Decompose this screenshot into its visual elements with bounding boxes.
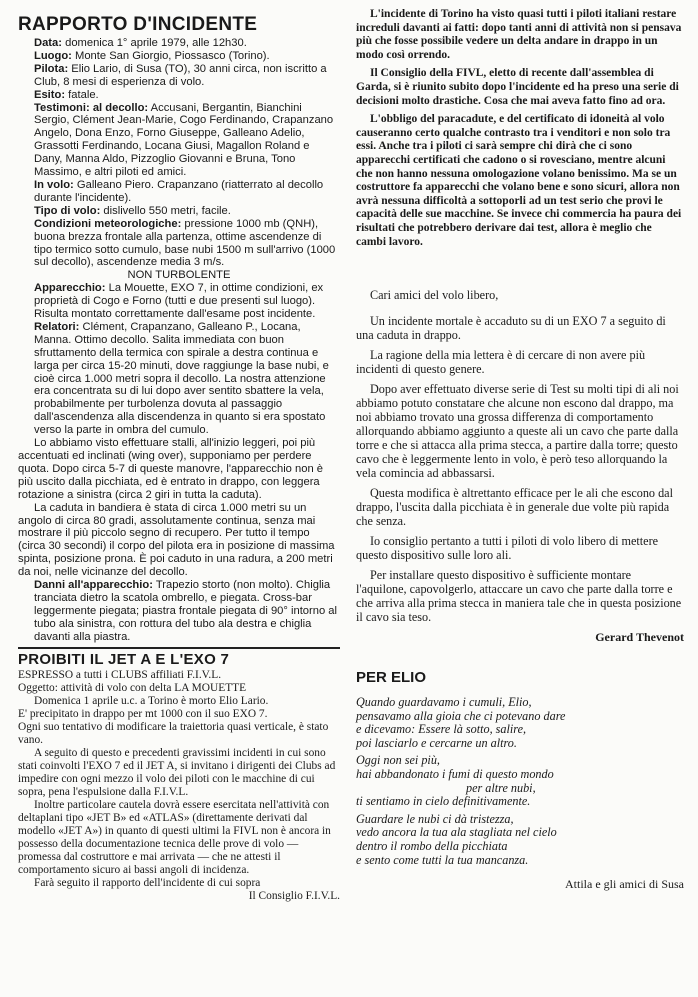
poem-line: dentro il rombo della picchiata (356, 839, 508, 854)
poem-line: Oggi non sei più, (356, 753, 440, 768)
field-in-volo: In volo: Galleano Piero. Crapanzano (riatterrato al decollo durante l'incidente). (34, 178, 324, 204)
field-luogo: Luogo: Monte San Giorgio, Piossasco (Torino). (34, 49, 270, 62)
letter-paragraph: Per installare questo dispositivo è sufficiente montare l'aquilone, capovolgerlo, attaccare un cavo che parte dalla torre e che arriva alla prima stecca in maniera tale che in questa posizione il cavo sia teso. (356, 568, 682, 625)
poem-signature: Attila e gli amici di Susa (565, 877, 684, 892)
report-paragraph: Lo abbiamo visto effettuare stalli, all'inizio leggeri, poi più accentuati ed inclinati (wing over), supponiamo per perdere quota. Dopo circa 5-7 di queste manovre, l'apparecchio non è più uscito dalla picchiata, ed è entrato in drappo, con leggera rotazione a sinistra (circa 2 giri in tutta la caduta). (18, 437, 324, 501)
poem-line: ti sentiamo in cielo definitivamente. (356, 794, 531, 809)
poem-line: Quando guardavamo i cumuli, Elio, (356, 695, 532, 710)
commentary-paragraph: L'incidente di Torino ha visto quasi tutti i piloti italiani restare increduli davanti ai fatti: dopo tanti anni di attività non si pensava più che fosse possibile vedere un delta andare in drappo in un modo così orrendo. (356, 8, 682, 61)
field-meteo: Condizioni meteorologiche: pressione 1000 mb (QNH), buona brezza frontale alla partenza, ottime ascendenze di tipo termico sotto cumulo, base nubi 1500 m sull'arrivo (1000 sul decollo), ascendenze media 3 m/s. (34, 217, 336, 269)
right-column (356, 4, 684, 892)
poem-line: pensavamo alla gioia che ci potevano dare (356, 708, 566, 723)
poem-line: e dicevamo: Essere là sotto, salire, (356, 722, 527, 737)
letter-paragraph: Questa modifica è altrettanto efficace per le ali che escono dal drappo, l'uscita dalla picchiata è in generale due volte più rapida che senza. (356, 486, 673, 529)
poem-title: PER ELIO (356, 669, 427, 687)
letter-signature: Gerard Thevenot (595, 630, 684, 645)
field-apparecchio: Apparecchio: La Mouette, EXO 7, in ottime condizioni, ex proprietà di Cogo e Forno (tutti e due presenti sul luogo). Risulta montato correttamente dall'esame post incidente. (34, 282, 324, 321)
memo-line: E' precipitato in drappo per mt 1000 con il suo EXO 7. (18, 707, 268, 720)
letter-greeting: Cari amici del volo libero, (370, 288, 499, 303)
poem-line: e sento come tutti la tua mancanza. (356, 852, 529, 867)
commentary-paragraph: L'obbligo del paracadute, e del certificato di idoneità al volo causeranno certo qualche contrasto tra i venditori e non solo tra essi. Anche tra i piloti ci sarà sempre chi dirà che ci sono apparecchi certificati che cadono o si rovesciano, mentre alcuni che non hanno nessuna omologazione volano benissimo. Ma se un costruttore fa apparecchi che volano bene e sono sicuri, allora non avrà nessuna difficoltà a sottoporli ad un test serio che provi le capacità delle sue macchine. Se invece chi commercia ha paura dei risultati che potrebbero derivare dai test, allora è meglio che cambi lavoro. (356, 113, 682, 248)
letter-paragraph: Un incidente mortale è accaduto su di un EXO 7 a seguito di una caduta in drappo. (356, 314, 666, 343)
field-tipo-volo: Tipo di volo: dislivello 550 metri, facile. (34, 204, 231, 217)
commentary-paragraph: Il Consiglio della FIVL, eletto di recente dall'assemblea di Garda, si è riunito subito dopo l'incidente ed ha preso una serie di decisioni molto drastiche. Cosa che mai aveva fatto fino ad ora. (356, 67, 679, 107)
poem-line: Guardare le nubi ci dà tristezza, (356, 811, 514, 826)
poem-line: poi lasciarlo e cercarne un altro. (356, 735, 517, 750)
letter-paragraph: Io consiglio pertanto a tutti i piloti di volo libero di mettere questo dispositivo sulle loro ali. (356, 534, 659, 563)
poem-line: vedo ancora la tua ala stagliata nel cielo (356, 825, 557, 840)
poem-body (356, 696, 684, 867)
field-esito: Esito: fatale. (34, 88, 99, 101)
memo-line: Oggetto: attività di volo con delta LA MOUETTE (18, 681, 247, 694)
proibiti-title: PROIBITI IL JET A E L'EXO 7 (18, 650, 230, 668)
field-relatori: Relatori: Clément, Crapanzano, Galleano P., Locana, Manna. Ottimo decollo. Salita immediata con buon sfruttamento della termica con spirale a destra continua e larga per circa 15-20 minuti, dove raggiunge la base nubi, e cioè circa 1.000 metri sopra il decollo. La nostra attenzione era concentrata su di lui dopo aver sentito sbattere la vela, probabilmente per turbolenza dovuta al passaggio dall'ascendenza alla discendenza in quanto si era spostato verso la parte in ombra del cumulo. (34, 320, 329, 437)
poem-line: per altre nubi, (466, 780, 536, 795)
field-danni: Danni all'apparecchio: Trapezio storto (non molto). Chiglia tranciata dietro la scatola ombrello, e piegata. Cross-bar leggermente piegata; piastra frontale piegata di 90° intorno al tubo ala sinistra, con rottura del tubo ala destra e chiglia davanti alla piastra. (34, 579, 338, 643)
section-divider (18, 647, 340, 649)
field-data: Data: domenica 1° aprile 1979, alle 12h30. (34, 37, 247, 49)
memo-line: Ogni suo tentativo di modificare la traiettoria quasi verticale, è stato vano. (18, 720, 329, 746)
field-pilota: Pilota: Elio Lario, di Susa (TO), 30 anni circa, non iscritto a Club, 8 mesi di esperienza di volo. (34, 62, 327, 88)
report-paragraph: La caduta in bandiera è stata di circa 1.000 metri su un angolo di circa 80 gradi, assolutamente continua, senza mai mostrare il più piccolo segno di recupero. Per tutto il tempo (circa 30 secondi) il corpo del pilota era in posizione di massima spinta, posizione prona. È poi caduto in una radura, a 200 metri da noi, nelle vicinanze del decollo. (18, 501, 335, 579)
letter-paragraph: Dopo aver effettuato diverse serie di Test su molti tipi di ali noi abbiamo potuto constatare che alcune non escono dal drappo, ma noi abbiamo trovato una grossa differenza di comportamento allorquando abbiamo aggiunto a queste ali un cavo che parte dalla torre e che si attacca alla prima stecca, a partire dalla torre; questo cavo che è leggermente lento in volo, è però teso allorquando la vela comincia ad abbassarsi. (356, 382, 679, 481)
letter-paragraph: La ragione della mia lettera è di cercare di non avere più incidenti di questo genere. (356, 348, 646, 377)
non-turbolente: NON TURBOLENTE (127, 269, 231, 282)
report-title: RAPPORTO D'INCIDENTE (18, 14, 258, 35)
memo-line: Farà seguito il rapporto dell'incidente di cui sopra (34, 876, 261, 889)
left-column (18, 4, 340, 903)
memo-line: ESPRESSO a tutti i CLUBS affiliati F.I.V.L. (18, 668, 222, 681)
memo-line: Domenica 1 aprile u.c. a Torino è morto Elio Lario. (34, 694, 269, 707)
memo-signature: Il Consiglio F.I.V.L. (248, 889, 340, 902)
memo-line: A seguito di questo e precedenti gravissimi incidenti in cui sono stati coinvolti l'EXO 7 ed il JET A, si invitano i dirigenti dei Clubs ad impedire con ogni mezzo il volo dei piloti con le macchine di cui sopra, pena l'espulsione dalla F.I.V.L. (18, 746, 336, 798)
field-testimoni: Testimoni: al decollo: Accusani, Bergantin, Bianchini Sergio, Clément Jean-Marie, Cogo Ferdinando, Crapanzano Angelo, Dona Enzo, Forno Giuseppe, Galleano Adelio, Grassotti Ferdinando, Locana Giusi, Magallon Roland e Dany, Manna Aldo, Pizzoglio Giovanni e Bruna, Tono Massimo, e altri piloti ed amici. (34, 101, 334, 179)
poem-line: hai abbandonato i fumi di questo mondo (356, 767, 554, 782)
memo-line: Inoltre particolare cautela dovrà essere esercitata nell'attività con deltaplani tipo «JET B» ed «ATLAS» (direttamente derivati dal modello «JET A») in quanto di questi ultimi la FIVL non è ancora in possesso della documentazione tecnica delle prove di volo — promessa dal costruttore e mai arrivata — che ne attesti il comportamento sicuro ai bassi angoli di incidenza. (18, 798, 331, 876)
